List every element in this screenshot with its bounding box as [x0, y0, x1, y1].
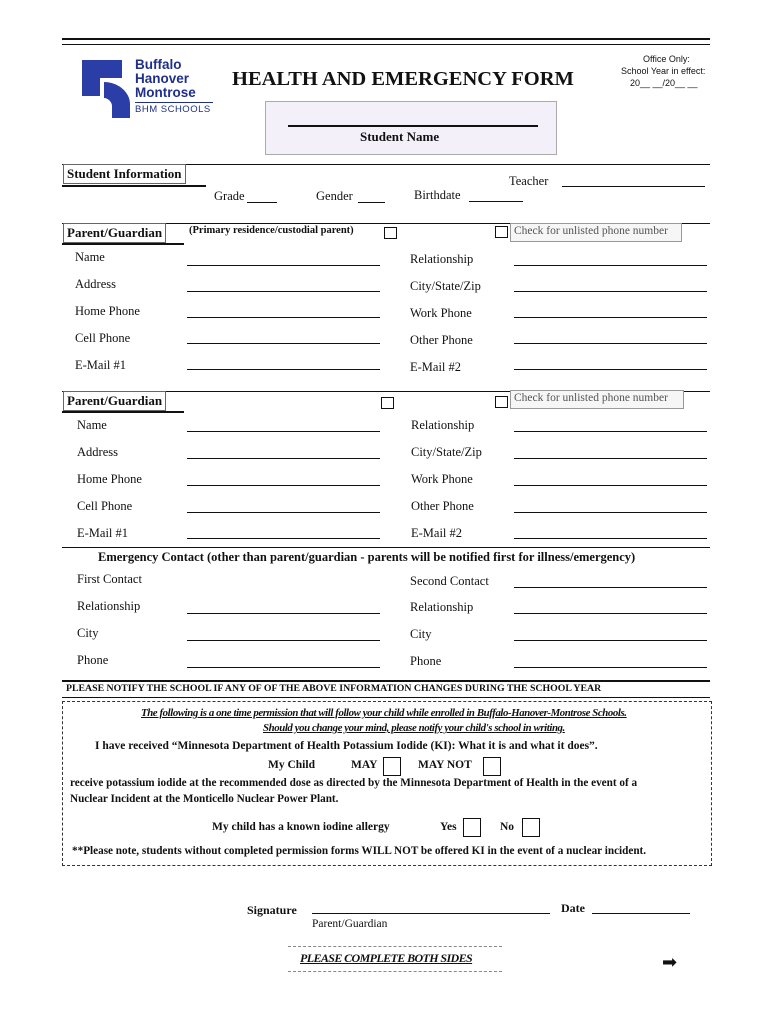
- g2-right-line-0[interactable]: [514, 431, 707, 432]
- emergency-left-1: Relationship: [77, 599, 141, 613]
- bhm-logo: [78, 58, 218, 120]
- guardian-2-unlisted-checkbox[interactable]: [495, 396, 508, 408]
- allergy-no-checkbox[interactable]: [522, 818, 540, 837]
- signature-label: Signature: [247, 903, 297, 917]
- permission-note: **Please note, students without completed permission forms WILL NOT be offered KI in the event of a nuclear incident.: [72, 845, 647, 857]
- my-child-label: My Child: [268, 759, 315, 771]
- birthdate-label: Birthdate: [414, 188, 461, 202]
- g2-right-line-2[interactable]: [514, 485, 707, 486]
- gender-line[interactable]: [358, 202, 385, 203]
- g1-left-line-4[interactable]: [187, 369, 380, 370]
- guardian-2-checkbox-a[interactable]: [381, 397, 394, 409]
- notice-rule-bottom: [62, 697, 710, 698]
- logo-line-1: Buffalo: [135, 57, 182, 72]
- g2-right-label-4: E-Mail #2: [411, 526, 463, 540]
- guardian-2-heading: Parent/Guardian: [63, 391, 166, 411]
- emergency-left-line-2[interactable]: [187, 640, 380, 641]
- section-rule-emergency: [62, 547, 710, 548]
- teacher-label: Teacher: [509, 174, 549, 188]
- g1-left-label-3: Cell Phone: [75, 331, 131, 345]
- g1-right-label-2: Work Phone: [410, 306, 472, 320]
- emergency-right-line-0[interactable]: [514, 587, 707, 588]
- g2-right-line-1[interactable]: [514, 458, 707, 459]
- arrow-right-icon: ➡: [662, 952, 678, 973]
- may-not-label: MAY NOT: [418, 759, 472, 771]
- birthdate-line[interactable]: [469, 201, 523, 202]
- g1-left-line-0[interactable]: [187, 265, 380, 266]
- g2-left-line-1[interactable]: [187, 458, 380, 459]
- notice-rule-top: [62, 680, 710, 682]
- student-info-heading: Student Information: [63, 164, 186, 184]
- g2-right-line-3[interactable]: [514, 512, 707, 513]
- g2-right-label-2: Work Phone: [411, 472, 473, 486]
- emergency-left-line-1[interactable]: [187, 613, 380, 614]
- guardian-1-unlisted-label: Check for unlisted phone number: [514, 225, 668, 237]
- guardian-1-heading: Parent/Guardian: [63, 223, 166, 243]
- g1-right-line-3[interactable]: [514, 343, 707, 344]
- logo-divider: [135, 102, 213, 103]
- emergency-right-0: Second Contact: [410, 574, 489, 588]
- g1-right-line-1[interactable]: [514, 291, 707, 292]
- receive-line-1: receive potassium iodide at the recommended dose as directed by the Minnesota Department of Health in the event of a: [70, 777, 638, 789]
- g1-left-line-1[interactable]: [187, 291, 380, 292]
- g2-left-label-2: Home Phone: [77, 472, 142, 486]
- school-year-label: School Year in effect:: [621, 66, 706, 76]
- g2-left-line-4[interactable]: [187, 538, 380, 539]
- emergency-heading: Emergency Contact (other than parent/guardian - parents will be notified first for illness/emergency): [98, 550, 636, 564]
- complete-both-sides: PLEASE COMPLETE BOTH SIDES: [300, 951, 473, 965]
- g1-right-line-2[interactable]: [514, 317, 707, 318]
- emergency-left-0: First Contact: [77, 572, 142, 586]
- student-name-box: [265, 101, 557, 155]
- g2-right-label-0: Relationship: [411, 418, 475, 432]
- student-name-line[interactable]: [288, 125, 538, 127]
- top-rule: [62, 38, 710, 40]
- signature-sub-label: Parent/Guardian: [312, 918, 388, 930]
- g2-left-label-1: Address: [77, 445, 118, 459]
- g2-left-line-3[interactable]: [187, 512, 380, 513]
- allergy-yes-checkbox[interactable]: [463, 818, 481, 837]
- guardian-1-underline: [62, 243, 184, 245]
- emergency-right-line-1[interactable]: [514, 613, 707, 614]
- emergency-right-1: Relationship: [410, 600, 474, 614]
- emergency-left-line-3[interactable]: [187, 667, 380, 668]
- top-rule-thin: [62, 44, 710, 45]
- logo-subtitle: BHM SCHOOLS: [135, 104, 211, 115]
- guardian-1-unlisted-checkbox[interactable]: [495, 226, 508, 238]
- school-year-blank: 20__ __/20__ __: [630, 78, 698, 88]
- g2-right-line-4[interactable]: [514, 538, 707, 539]
- g1-left-line-2[interactable]: [187, 317, 380, 318]
- allergy-label: My child has a known iodine allergy: [212, 821, 390, 833]
- g2-left-label-0: Name: [77, 418, 107, 432]
- guardian-2-underline: [62, 411, 184, 413]
- date-line[interactable]: [592, 913, 690, 914]
- g1-right-label-4: E-Mail #2: [410, 360, 462, 374]
- student-info-underline: [62, 185, 206, 187]
- g1-right-label-0: Relationship: [410, 252, 474, 266]
- yes-label: Yes: [440, 821, 457, 833]
- date-label: Date: [561, 901, 585, 915]
- may-label: MAY: [351, 759, 378, 771]
- guardian-1-checkbox-a[interactable]: [384, 227, 397, 239]
- emergency-right-line-3[interactable]: [514, 667, 707, 668]
- student-name-label: Student Name: [360, 129, 440, 144]
- office-only-label: Office Only:: [643, 54, 690, 64]
- gender-label: Gender: [316, 189, 353, 203]
- bhm-logo-mark: [78, 58, 134, 120]
- signature-line[interactable]: [312, 913, 550, 914]
- no-label: No: [500, 821, 515, 833]
- g1-left-label-0: Name: [75, 250, 105, 264]
- logo-line-3: Montrose: [135, 85, 196, 100]
- emergency-left-3: Phone: [77, 653, 109, 667]
- may-not-checkbox[interactable]: [483, 757, 501, 776]
- g2-left-line-2[interactable]: [187, 485, 380, 486]
- permission-line-1: The following is a one time permission that will follow your child while enrolled in Buffalo-Hanover-Montrose Schools.: [141, 707, 627, 719]
- g2-right-label-3: Other Phone: [411, 499, 474, 513]
- g1-right-line-4[interactable]: [514, 369, 707, 370]
- g2-right-label-1: City/State/Zip: [411, 445, 482, 459]
- g1-left-label-2: Home Phone: [75, 304, 140, 318]
- grade-label: Grade: [214, 189, 245, 203]
- teacher-line[interactable]: [562, 186, 705, 187]
- g1-left-label-4: E-Mail #1: [75, 358, 127, 372]
- guardian-2-unlisted-label: Check for unlisted phone number: [514, 392, 668, 404]
- g2-left-line-0[interactable]: [187, 431, 380, 432]
- logo-line-2: Hanover: [135, 71, 190, 86]
- guardian-1-note: (Primary residence/custodial parent): [189, 225, 354, 236]
- g1-left-line-3[interactable]: [187, 343, 380, 344]
- emergency-right-2: City: [410, 627, 432, 641]
- received-statement: I have received “Minnesota Department of Health Potassium Iodide (KI): What it is and what it does”.: [95, 740, 598, 752]
- permission-line-2: Should you change your mind, please notify your child's school in writing.: [263, 722, 565, 734]
- form-title: HEALTH AND EMERGENCY FORM: [232, 68, 574, 90]
- emergency-left-2: City: [77, 626, 99, 640]
- grade-line[interactable]: [247, 202, 277, 203]
- g2-left-label-4: E-Mail #1: [77, 526, 129, 540]
- g2-left-label-3: Cell Phone: [77, 499, 133, 513]
- emergency-right-3: Phone: [410, 654, 442, 668]
- g1-left-label-1: Address: [75, 277, 116, 291]
- emergency-right-line-2[interactable]: [514, 640, 707, 641]
- g1-right-line-0[interactable]: [514, 265, 707, 266]
- g1-right-label-1: City/State/Zip: [410, 279, 481, 293]
- may-checkbox[interactable]: [383, 757, 401, 776]
- receive-line-2: Nuclear Incident at the Monticello Nuclear Power Plant.: [70, 793, 339, 805]
- g1-right-label-3: Other Phone: [410, 333, 473, 347]
- notify-notice: PLEASE NOTIFY THE SCHOOL IF ANY OF OF THE ABOVE INFORMATION CHANGES DURING THE SCHOOL YEAR: [66, 683, 602, 694]
